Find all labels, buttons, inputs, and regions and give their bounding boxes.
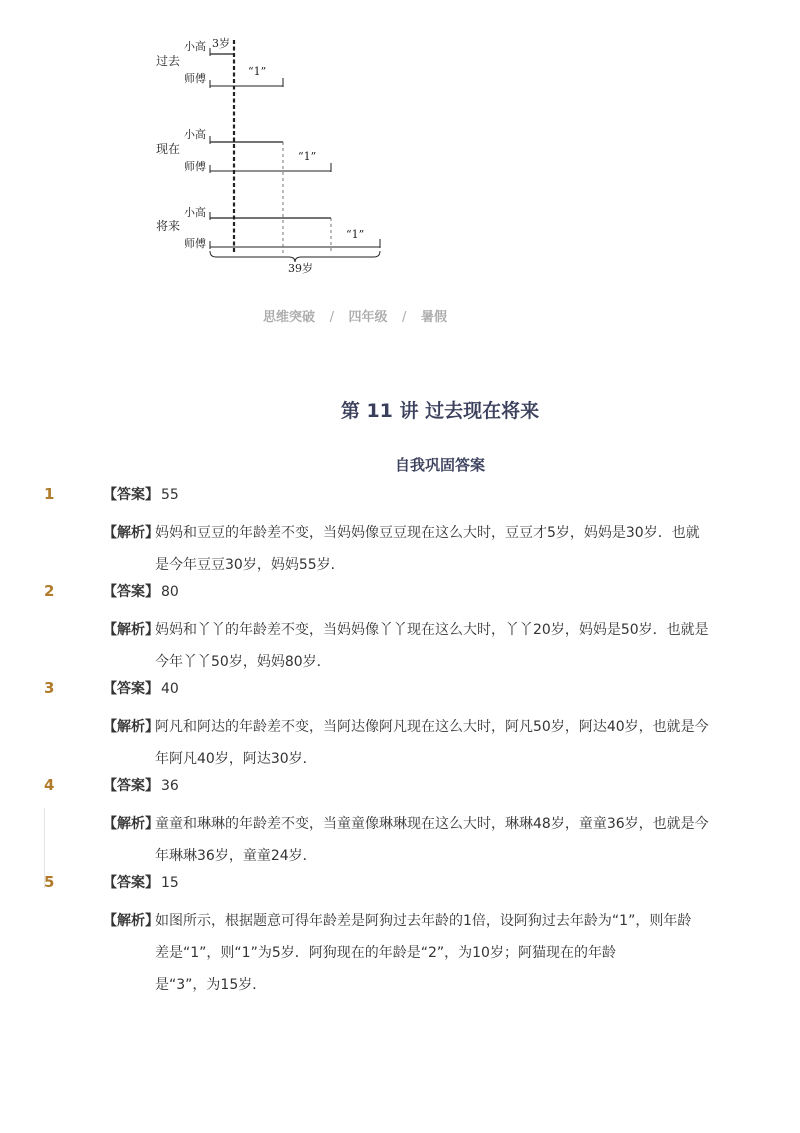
answer-value: 55 <box>161 487 179 503</box>
row-label-shifu-future: 师傅 <box>184 237 206 250</box>
group-label-now: 现在 <box>156 142 181 156</box>
answer-tag: 【答案】 <box>103 584 159 600</box>
row-label-xiaogao-now: 小高 <box>184 128 206 141</box>
row-label-shifu-now: 师傅 <box>184 160 206 173</box>
answer-line <box>103 485 179 505</box>
explanation <box>103 614 723 670</box>
unit-label-now: “1” <box>298 150 317 163</box>
footer-grade: 四年级 <box>348 310 388 325</box>
group-label-future: 将来 <box>156 219 181 233</box>
page-footer <box>0 306 710 325</box>
footer-term: 暑假 <box>420 310 447 325</box>
group-label-past: 过去 <box>156 54 181 68</box>
explanation <box>103 905 723 993</box>
answer-value: 36 <box>161 778 179 794</box>
item-number: 4 <box>44 776 55 794</box>
brace-39-years <box>210 251 380 262</box>
explanation-line: 妈妈和豆豆的年龄差不变，当妈妈像豆豆现在这么大时，豆豆才5岁，妈妈是30岁．也就 <box>155 525 700 541</box>
unit-label-past: “1” <box>248 65 267 78</box>
explanation-line: 差是“1”，则“1”为5岁．阿狗现在的年龄是“2”，为10岁；阿猫现在的年龄 <box>155 945 616 961</box>
row-label-shifu-past: 师傅 <box>184 72 206 85</box>
answer-line <box>103 873 179 893</box>
footer-sep-2: / <box>402 310 407 325</box>
item-number: 2 <box>44 582 55 600</box>
item-number: 3 <box>44 679 55 697</box>
lecture-title: 第 11 讲 过去现在将来 <box>340 400 540 422</box>
answer-tag: 【答案】 <box>103 875 159 891</box>
explanation-line: 年阿凡40岁，阿达30岁． <box>155 751 317 767</box>
answer-tag: 【答案】 <box>103 487 159 503</box>
answer-value: 40 <box>161 681 179 697</box>
explanation-line: 年琳琳36岁，童童24岁． <box>155 848 317 864</box>
item-number: 1 <box>44 485 55 503</box>
explain-tag: 【解析】 <box>103 622 159 638</box>
footer-sep-1: / <box>329 310 334 325</box>
answer-tag: 【答案】 <box>103 681 159 697</box>
explanation-line: 是今年豆豆30岁，妈妈55岁． <box>155 557 345 573</box>
row-label-xiaogao-future: 小高 <box>184 206 206 219</box>
answer-value: 15 <box>161 875 179 891</box>
explanation <box>103 517 723 573</box>
explanation-line: 如图所示，根据题意可得年龄差是阿狗过去年龄的1倍，设阿狗过去年龄为“1”，则年龄 <box>155 913 692 929</box>
answer-line <box>103 679 179 699</box>
answer-value: 80 <box>161 584 179 600</box>
explain-tag: 【解析】 <box>103 913 159 929</box>
explanation-line: 是“3”，为15岁． <box>155 977 267 993</box>
explain-tag: 【解析】 <box>103 719 159 735</box>
answer-line <box>103 582 179 602</box>
explanation <box>103 711 723 767</box>
explanation-line: 阿凡和阿达的年龄差不变，当阿达像阿凡现在这么大时，阿凡50岁，阿达40岁，也就是今 <box>155 719 709 735</box>
unit-label-future: “1” <box>346 228 365 241</box>
age-diagram <box>150 30 400 280</box>
brace-label-39: 39岁 <box>288 262 313 275</box>
explanation-line: 童童和琳琳的年龄差不变，当童童像琳琳现在这么大时，琳琳48岁，童童36岁，也就是今 <box>155 816 709 832</box>
row-label-xiaogao-past: 小高 <box>184 40 206 53</box>
top-note-3-years: 3岁 <box>212 37 230 50</box>
item-number: 5 <box>44 873 55 891</box>
explanation-line: 今年丫丫50岁，妈妈80岁． <box>155 654 331 670</box>
answer-line <box>103 776 179 796</box>
explain-tag: 【解析】 <box>103 525 159 541</box>
footer-series: 思维突破 <box>263 310 316 325</box>
explanation-line: 妈妈和丫丫的年龄差不变，当妈妈像丫丫现在这么大时，丫丫20岁，妈妈是50岁．也就是 <box>155 622 709 638</box>
section-title: 自我巩固答案 <box>394 456 485 474</box>
answer-tag: 【答案】 <box>103 778 159 794</box>
explain-tag: 【解析】 <box>103 816 159 832</box>
explanation <box>103 808 723 864</box>
